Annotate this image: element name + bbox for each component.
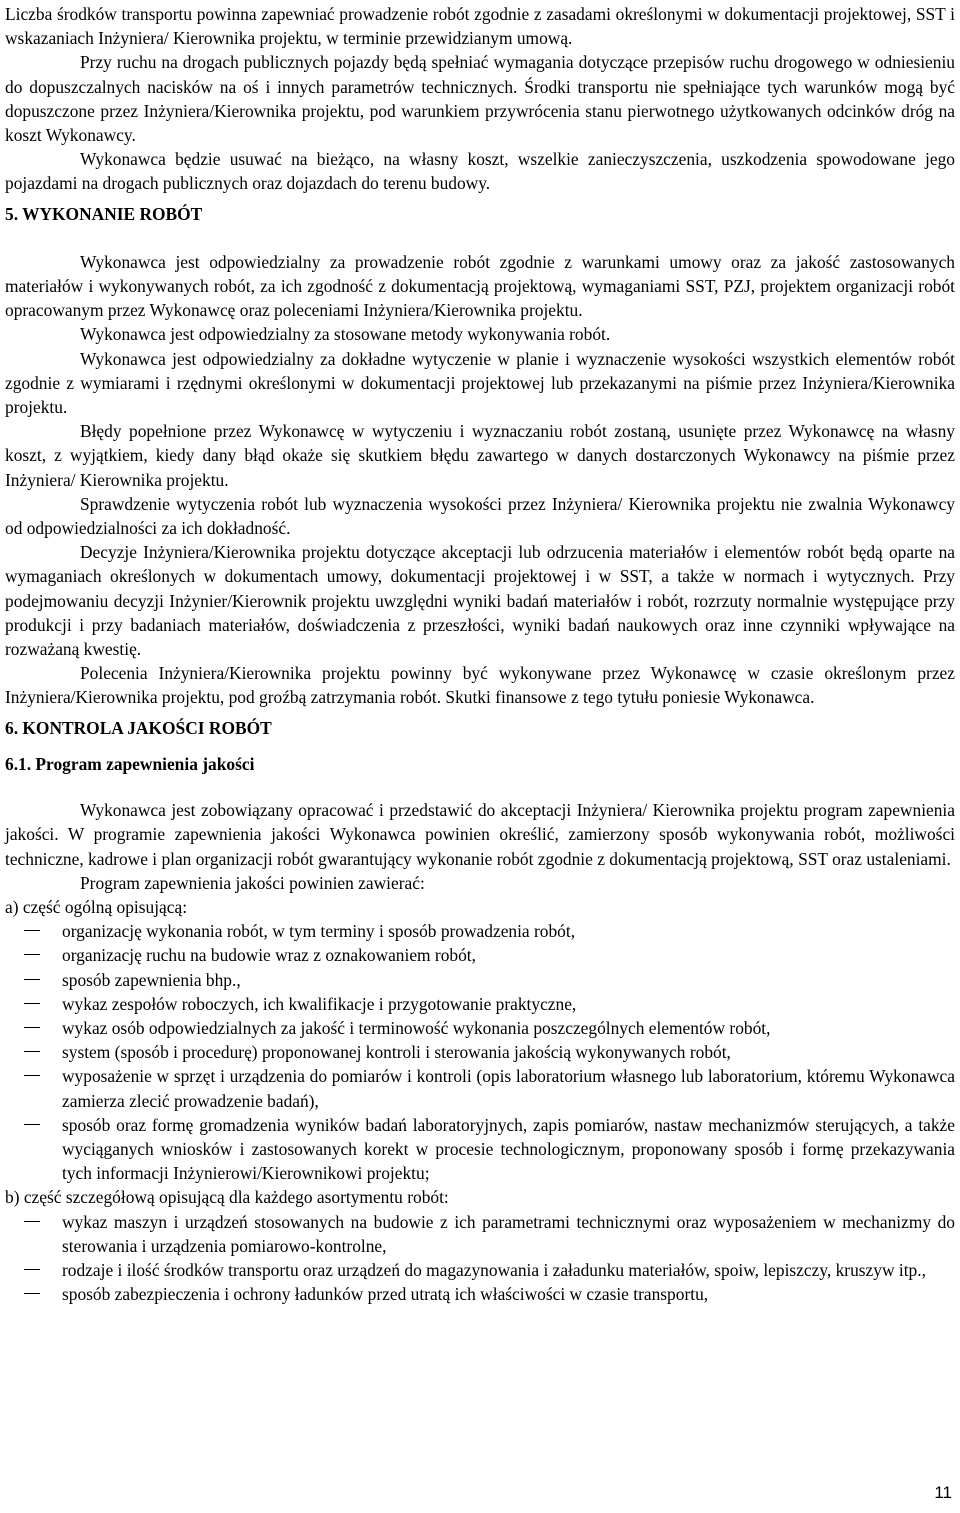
- list-item: sposób zabezpieczenia i ochrony ładunków przed utratą ich właściwości w czasie transportu,: [5, 1282, 955, 1306]
- intro-paragraph-2: Przy ruchu na drogach publicznych pojazdy będą spełniać wymagania dotyczące przepisów ruchu drogowego w odniesieniu do dopuszczalnych nacisków na oś i innych parametrów technicznych. Środki transportu nie spełniające tych warunków mogą być dopuszczone przez Inżyniera/Kierownika projektu, pod warunkiem przywrócenia stanu pierwotnego użytkowanych odcinków dróg na koszt Wykonawcy.: [5, 52, 955, 146]
- list-item: wykaz zespołów roboczych, ich kwalifikacje i przygotowanie praktyczne,: [5, 992, 955, 1016]
- list-item: sposób zapewnienia bhp.,: [5, 968, 955, 992]
- section-5-paragraph: Sprawdzenie wytyczenia robót lub wyznaczenia wysokości przez Inżyniera/ Kierownika projektu nie zwalnia Wykonawcy od odpowiedzialności za ich dokładność.: [5, 493, 955, 539]
- section-6-paragraph-2: Program zapewnienia jakości powinien zawierać:: [80, 872, 425, 893]
- list-a-label: a) część ogólną opisującą:: [5, 896, 188, 917]
- section-5-paragraph: Błędy popełnione przez Wykonawcę w wytyczeniu i wyznaczaniu robót zostaną, usunięte przez Wykonawcę na własny koszt, z wyjątkiem, kiedy dany błąd okaże się skutkiem błędu zawartego w danych dostarczonych Wykonawcy na piśmie przez Inżyniera/ Kierownika projektu.: [5, 421, 955, 490]
- dash-bullet-icon: [24, 1051, 40, 1052]
- dash-bullet-icon: [24, 1269, 40, 1270]
- intro-paragraph-3: Wykonawca będzie usuwać na bieżąco, na własny koszt, wszelkie zanieczyszczenia, uszkodzenia spowodowane jego pojazdami na drogach publicznych oraz dojazdach do terenu budowy.: [5, 149, 955, 194]
- list-item: sposób oraz formę gromadzenia wyników badań laboratoryjnych, zapis pomiarów, nastaw mechanizmów sterujących, a także wyciąganych wniosków i zastosowanych korekt w procesie technologicznym, proponowany sposób i formę przekazywania tych informacji Inżynierowi/Kierownikowi projektu;: [5, 1113, 955, 1186]
- section-5-paragraph: Wykonawca jest odpowiedzialny za prowadzenie robót zgodnie z warunkami umowy oraz za jakość zastosowanych materiałów i wykonywanych robót, za ich zgodność z dokumentacją projektową, wymaganiami SST, PZJ, projektem organizacji robót opracowanym przez Wykonawcę oraz poleceniami Inżyniera/Kierownika projektu.: [5, 251, 955, 321]
- list-item: organizację ruchu na budowie wraz z oznakowaniem robót,: [5, 943, 955, 967]
- document-page: [5, 2, 955, 1306]
- page-number: 11: [934, 1483, 952, 1502]
- intro-paragraph-1: Liczba środków transportu powinna zapewniać prowadzenie robót zgodnie z zasadami określonymi w dokumentacji projektowej, SST i wskazaniach Inżyniera/ Kierownika projektu, w terminie przewidzianym umową.: [5, 4, 955, 49]
- section-5-paragraph: Decyzje Inżyniera/Kierownika projektu dotyczące akceptacji lub odrzucenia materiałów i elementów robót będą oparte na wymaganiach określonych w dokumentach umowy, dokumentacji projektowej i w SST, a także w normach i wytycznych. Przy podejmowaniu decyzji Inżynier/Kierownik projektu uwzględni wyniki badań materiałów i robót, rozrzuty normalnie występujące przy produkcji i przy badaniach materiałów, doświadczenia z przeszłości, wyniki badań naukowych oraz inne czynniki wpływające na rozważaną kwestię.: [5, 542, 955, 660]
- list-a: [5, 919, 955, 1185]
- list-item: organizację wykonania robót, w tym terminy i sposób prowadzenia robót,: [5, 919, 955, 943]
- section-5-paragraph: Wykonawca jest odpowiedzialny za dokładne wytyczenie w planie i wyznaczenie wysokości wszystkich elementów robót zgodnie z wymiarami i rzędnymi określonymi w dokumentacji projektowej lub przekazanymi na piśmie przez Inżyniera/Kierownika projektu.: [5, 348, 955, 418]
- dash-bullet-icon: [24, 954, 40, 955]
- list-item: wykaz osób odpowiedzialnych za jakość i terminowość wykonania poszczególnych elementów robót,: [5, 1016, 955, 1040]
- section-5-paragraph: Wykonawca jest odpowiedzialny za stosowane metody wykonywania robót.: [80, 324, 611, 345]
- dash-bullet-icon: [24, 1003, 40, 1004]
- section-5-paragraph: Polecenia Inżyniera/Kierownika projektu powinny być wykonywane przez Wykonawcę w czasie określonym przez Inżyniera/Kierownika projektu, pod groźbą zatrzymania robót. Skutki finansowe z tego tytułu poniesie Wykonawca.: [5, 663, 955, 708]
- section-5-heading: 5. WYKONANIE ROBÓT: [5, 203, 203, 224]
- dash-bullet-icon: [24, 930, 40, 931]
- dash-bullet-icon: [24, 1075, 40, 1076]
- dash-bullet-icon: [24, 1221, 40, 1222]
- list-item: wykaz maszyn i urządzeń stosowanych na budowie z ich parametrami technicznymi oraz wyposażeniem w mechanizmy do sterowania i urządzenia pomiarowo-kontrolne,: [5, 1210, 955, 1258]
- dash-bullet-icon: [24, 979, 40, 980]
- section-6-heading: 6. KONTROLA JAKOŚCI ROBÓT: [5, 717, 272, 738]
- section-6-1-heading: 6.1. Program zapewnienia jakości: [5, 753, 255, 774]
- list-item: wyposażenie w sprzęt i urządzenia do pomiarów i kontroli (opis laboratorium własnego lub laboratorium, któremu Wykonawca zamierza zlecić prowadzenie badań),: [5, 1064, 955, 1112]
- list-b: [5, 1210, 955, 1307]
- list-b-label: b) część szczegółową opisującą dla każdego asortymentu robót:: [5, 1187, 449, 1208]
- dash-bullet-icon: [24, 1124, 40, 1125]
- list-item: system (sposób i procedurę) proponowanej kontroli i sterowania jakością wykonywanych robót,: [5, 1040, 955, 1064]
- list-item: rodzaje i ilość środków transportu oraz urządzeń do magazynowania i załadunku materiałów, spoiw, lepiszczy, kruszyw itp.,: [5, 1258, 955, 1282]
- dash-bullet-icon: [24, 1293, 40, 1294]
- section-6-paragraph-1: Wykonawca jest zobowiązany opracować i przedstawić do akceptacji Inżyniera/ Kierownika projektu program zapewnienia jakości. W programie zapewnienia jakości Wykonawca powinien określić, zamierzony sposób wykonywania robót, możliwości techniczne, kadrowe i plan organizacji robót gwarantujący wykonanie robót zgodnie z dokumentacją projektową, SST oraz ustaleniami.: [5, 800, 955, 869]
- dash-bullet-icon: [24, 1027, 40, 1028]
